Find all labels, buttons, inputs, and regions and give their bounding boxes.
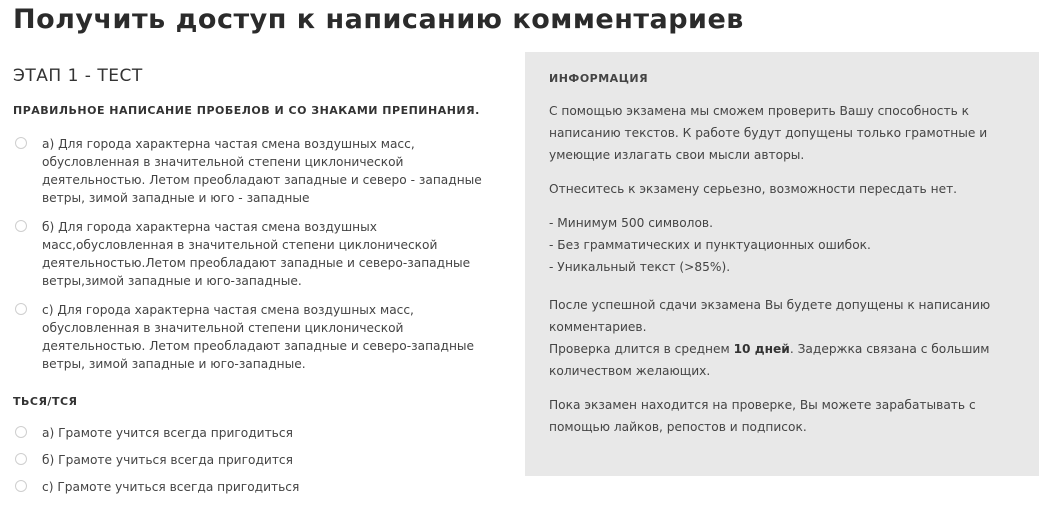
requirement-item: - Минимум 500 символов. <box>549 216 713 230</box>
requirement-item: - Без грамматических и пунктуационных ошибок. <box>549 238 871 252</box>
stage-title: ЭТАП 1 - ТЕСТ <box>13 66 143 86</box>
option-label: б) Для города характерна частая смена воздушных масс,обусловленная в значительной степени циклонической деятельностью.Летом преобладают западные и северо-западные ветры,зимой западные и юго-западные. <box>42 220 471 288</box>
question-1-title: ПРАВИЛЬНОЕ НАПИСАНИЕ ПРОБЕЛОВ И СО ЗНАКАМИ ПРЕПИНАНИЯ. <box>13 104 480 117</box>
radio-button[interactable] <box>15 480 27 492</box>
question-2-option-b[interactable] <box>13 451 493 469</box>
option-label: б) Грамоте учиться всегда пригодится <box>42 453 293 467</box>
page-title: Получить доступ к написанию комментариев <box>13 4 744 35</box>
option-label: a) Для города характерна частая смена воздушных масс, обусловленная в значительной степени циклонической деятельностью. Летом преобладают западные и северо - западные ветры, зимой западные и юго - западные <box>42 137 482 205</box>
radio-button[interactable] <box>15 303 27 315</box>
question-2-options <box>13 424 493 496</box>
info-text: . Задержка связана с большим количеством желающих. <box>549 342 990 378</box>
exam-questions <box>13 66 493 505</box>
info-panel <box>525 52 1039 476</box>
info-paragraph: Пока экзамен находится на проверке, Вы можете зарабатывать с помощью лайков, репостов и подписок. <box>549 398 976 434</box>
question-2-option-a[interactable] <box>13 424 493 442</box>
info-text: Проверка длится в среднем <box>549 342 734 356</box>
radio-button[interactable] <box>15 426 27 438</box>
question-2-option-c[interactable] <box>13 478 493 496</box>
option-label: c) Грамоте учиться всегда пригодиться <box>42 480 300 494</box>
option-label: c) Для города характерна частая смена воздушных масс, обусловленная в значительной степени циклонической деятельностью. Летом преобладают западные и северо-западные ветры, зимой западные и юго-западные. <box>42 303 475 371</box>
question-1-option-c[interactable] <box>13 301 493 373</box>
review-duration: 10 дней <box>733 342 790 356</box>
option-label: а) Грамоте учится всегда пригодиться <box>42 426 293 440</box>
info-title: ИНФОРМАЦИЯ <box>549 72 649 85</box>
info-paragraph: С помощью экзамена мы сможем проверить Вашу способность к написанию текстов. К работе будут допущены только грамотные и умеющие излагать свои мысли авторы. <box>549 104 988 162</box>
info-paragraph <box>549 338 1015 382</box>
info-paragraph: После успешной сдачи экзамена Вы будете допущены к написанию комментариев. <box>549 298 991 334</box>
question-1-options <box>13 135 493 373</box>
question-2-title: ТЬСЯ/ТСЯ <box>13 395 78 408</box>
info-paragraph: Отнеситесь к экзамену серьезно, возможности пересдать нет. <box>549 182 958 196</box>
radio-button[interactable] <box>15 453 27 465</box>
requirements-list <box>549 212 1015 278</box>
requirement-item: - Уникальный текст (>85%). <box>549 260 731 274</box>
radio-button[interactable] <box>15 220 27 232</box>
question-1-option-b[interactable] <box>13 218 493 290</box>
radio-button[interactable] <box>15 137 27 149</box>
question-1-option-a[interactable] <box>13 135 493 207</box>
